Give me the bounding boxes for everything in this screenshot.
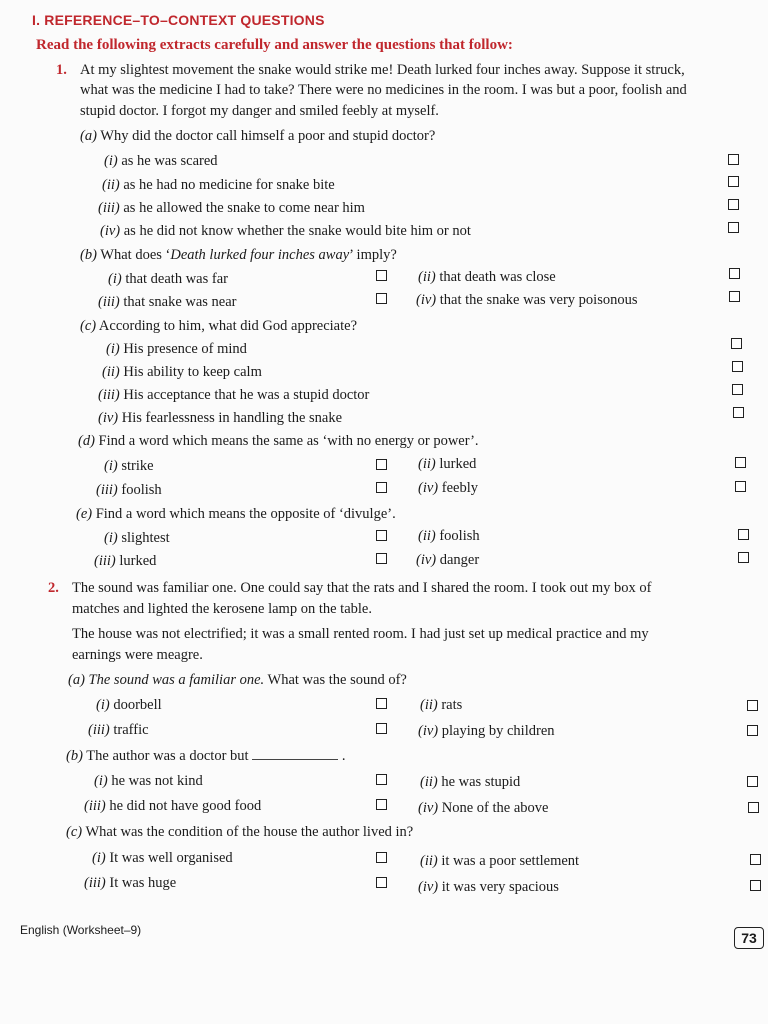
option-number: (ii) [420, 697, 438, 713]
question-stem: Find a word which means the same as ‘with no energy or power’. [98, 433, 479, 449]
option-label [96, 481, 162, 499]
option-label [104, 152, 218, 170]
option-checkbox[interactable] [376, 877, 387, 888]
option-number: (ii) [418, 456, 436, 472]
option-label [420, 773, 520, 791]
question-stem: According to him, what did God appreciate? [98, 318, 358, 334]
option-label [98, 409, 342, 427]
question-label: (d) [78, 433, 95, 449]
option-label [418, 799, 548, 817]
option-label [98, 199, 365, 217]
option-checkbox[interactable] [732, 384, 743, 395]
option-label [418, 455, 476, 473]
option-number: (iii) [94, 553, 116, 569]
question-stem: What was the condition of the house the author lived in? [85, 824, 414, 840]
option-label [420, 696, 462, 714]
option-text: as he was scared [121, 153, 218, 169]
option-checkbox[interactable] [738, 552, 749, 563]
option-number: (iii) [84, 798, 106, 814]
question-text [80, 127, 435, 145]
question-label: (c) [80, 318, 97, 334]
passage-line: The house was not electrified; it was a small rented room. I had just set up medical practice and my [72, 626, 649, 642]
question-text [80, 246, 397, 264]
option-checkbox[interactable] [376, 293, 387, 304]
option-text: strike [121, 458, 154, 474]
option-number: (i) [92, 850, 106, 866]
option-label [92, 849, 233, 867]
option-checkbox[interactable] [747, 725, 758, 736]
page-number: 73 [734, 927, 764, 949]
option-label [416, 551, 479, 569]
option-text: It was well organised [109, 850, 233, 866]
passage-line: stupid doctor. I forgot my danger and smiled feebly at myself. [80, 103, 439, 119]
option-number: (iv) [416, 552, 437, 568]
option-text: he was not kind [111, 773, 203, 789]
option-number: (ii) [418, 269, 436, 285]
option-checkbox[interactable] [728, 199, 739, 210]
question-stem: Why did the doctor call himself a poor and stupid doctor? [100, 128, 436, 144]
option-number: (i) [104, 530, 118, 546]
passage-line: At my slightest movement the snake would strike me! Death lurked four inches away. Suppose it struck, [80, 62, 685, 78]
option-text: lurked [119, 553, 157, 569]
option-label [420, 852, 579, 870]
question-label: (b) [80, 247, 97, 263]
option-text: foolish [439, 528, 480, 544]
option-number: (ii) [420, 853, 438, 869]
question-number: 2. [48, 580, 59, 596]
option-checkbox[interactable] [750, 880, 761, 891]
option-checkbox[interactable] [731, 338, 742, 349]
question-stem: The author was a doctor but [86, 748, 249, 764]
option-text: slightest [121, 530, 170, 546]
option-text: it was a poor settlement [441, 853, 580, 869]
option-label [94, 552, 156, 570]
option-label [84, 797, 261, 815]
answer-blank[interactable] [252, 747, 338, 760]
option-checkbox[interactable] [376, 553, 387, 564]
option-number: (iii) [98, 294, 120, 310]
option-label [98, 293, 237, 311]
question-stem: Find a word which means the opposite of ‘divulge’. [95, 506, 396, 522]
question-text [68, 671, 407, 689]
option-checkbox[interactable] [728, 154, 739, 165]
option-checkbox[interactable] [735, 481, 746, 492]
option-label [88, 721, 149, 739]
option-label [418, 527, 480, 545]
option-checkbox[interactable] [732, 361, 743, 372]
option-number: (ii) [102, 177, 120, 193]
option-label [96, 696, 162, 714]
option-label [416, 291, 637, 309]
option-text: it was very spacious [441, 879, 559, 895]
option-label [102, 363, 262, 381]
passage-line: The sound was familiar one. One could say that the rats and I shared the room. I took out my box of [72, 580, 652, 596]
option-checkbox[interactable] [735, 457, 746, 468]
passage-line: earnings were meagre. [72, 647, 203, 663]
option-checkbox[interactable] [376, 799, 387, 810]
question-text [80, 317, 357, 335]
question-text [76, 505, 396, 523]
option-number: (i) [104, 458, 118, 474]
option-checkbox[interactable] [750, 854, 761, 865]
option-number: (iii) [88, 722, 110, 738]
option-label [102, 176, 335, 194]
option-label [418, 878, 559, 896]
option-text: he did not have good food [109, 798, 262, 814]
question-stem-end: ’ imply? [349, 247, 397, 263]
question-text [66, 747, 345, 765]
option-number: (iv) [418, 480, 439, 496]
option-text: It was huge [109, 875, 177, 891]
question-label: (c) [66, 824, 83, 840]
option-checkbox[interactable] [728, 176, 739, 187]
option-number: (i) [94, 773, 108, 789]
option-text: that death was far [125, 271, 228, 287]
option-number: (iii) [84, 875, 106, 891]
question-stem-end: . [338, 748, 346, 764]
option-text: danger [439, 552, 480, 568]
option-label [104, 529, 170, 547]
option-text: as he did not know whether the snake would bite him or not [123, 223, 471, 239]
section-heading: I. REFERENCE–TO–CONTEXT QUESTIONS [32, 12, 325, 28]
option-text: as he allowed the snake to come near him [123, 200, 365, 216]
option-text: foolish [121, 482, 162, 498]
option-label [100, 222, 471, 240]
option-label [108, 270, 228, 288]
option-number: (ii) [420, 774, 438, 790]
question-text [66, 823, 413, 841]
question-label: (a) [68, 672, 85, 688]
option-text: that snake was near [123, 294, 237, 310]
option-text: rats [441, 697, 463, 713]
option-checkbox[interactable] [376, 774, 387, 785]
option-checkbox[interactable] [376, 270, 387, 281]
question-quote: The sound was a familiar one. [88, 672, 265, 688]
option-checkbox[interactable] [376, 723, 387, 734]
option-label [418, 268, 556, 286]
option-text: lurked [439, 456, 477, 472]
option-label [94, 772, 203, 790]
option-number: (iv) [418, 800, 439, 816]
question-text [78, 432, 479, 450]
option-text: that the snake was very poisonous [439, 292, 638, 308]
question-label: (e) [76, 506, 93, 522]
option-text: His ability to keep calm [123, 364, 262, 380]
option-label [84, 874, 176, 892]
option-checkbox[interactable] [376, 852, 387, 863]
question-stem-end: What was the sound of? [264, 672, 407, 688]
option-number: (iii) [98, 387, 120, 403]
option-number: (iv) [416, 292, 437, 308]
option-checkbox[interactable] [747, 776, 758, 787]
option-label [104, 457, 154, 475]
option-checkbox[interactable] [376, 698, 387, 709]
option-checkbox[interactable] [747, 700, 758, 711]
option-text: feebly [441, 480, 478, 496]
question-label: (a) [80, 128, 97, 144]
passage-line: what was the medicine I had to take? There were no medicines in the room. I was but a poor, foolish and [80, 82, 687, 98]
option-number: (ii) [418, 528, 436, 544]
option-checkbox[interactable] [729, 291, 740, 302]
option-label [106, 340, 247, 358]
option-number: (i) [96, 697, 110, 713]
option-checkbox[interactable] [733, 407, 744, 418]
option-text: His presence of mind [123, 341, 247, 357]
option-number: (i) [106, 341, 120, 357]
option-label [418, 722, 555, 740]
option-checkbox[interactable] [376, 482, 387, 493]
option-number: (iv) [98, 410, 119, 426]
option-number: (iii) [96, 482, 118, 498]
option-number: (i) [104, 153, 118, 169]
passage-line: matches and lighted the kerosene lamp on the table. [72, 601, 372, 617]
option-text: His fearlessness in handling the snake [121, 410, 343, 426]
option-number: (iv) [100, 223, 121, 239]
option-number: (iv) [418, 879, 439, 895]
option-text: as he had no medicine for snake bite [123, 177, 335, 193]
question-number: 1. [56, 62, 67, 78]
option-checkbox[interactable] [748, 802, 759, 813]
question-label: (b) [66, 748, 83, 764]
option-text: doorbell [113, 697, 162, 713]
option-text: that death was close [439, 269, 556, 285]
option-checkbox[interactable] [729, 268, 740, 279]
option-checkbox[interactable] [376, 459, 387, 470]
footer-label: English (Worksheet–9) [20, 923, 142, 937]
option-number: (i) [108, 271, 122, 287]
option-label [98, 386, 369, 404]
option-label [418, 479, 478, 497]
option-text: None of the above [441, 800, 549, 816]
option-checkbox[interactable] [728, 222, 739, 233]
option-text: playing by children [441, 723, 555, 739]
option-text: His acceptance that he was a stupid doctor [123, 387, 370, 403]
option-text: traffic [113, 722, 149, 738]
question-quote: Death lurked four inches away [170, 247, 350, 263]
option-number: (ii) [102, 364, 120, 380]
question-stem: What does ‘ [100, 247, 171, 263]
instruction: Read the following extracts carefully and answer the questions that follow: [36, 37, 513, 53]
option-checkbox[interactable] [738, 529, 749, 540]
option-number: (iii) [98, 200, 120, 216]
option-number: (iv) [418, 723, 439, 739]
option-checkbox[interactable] [376, 530, 387, 541]
option-text: he was stupid [441, 774, 521, 790]
